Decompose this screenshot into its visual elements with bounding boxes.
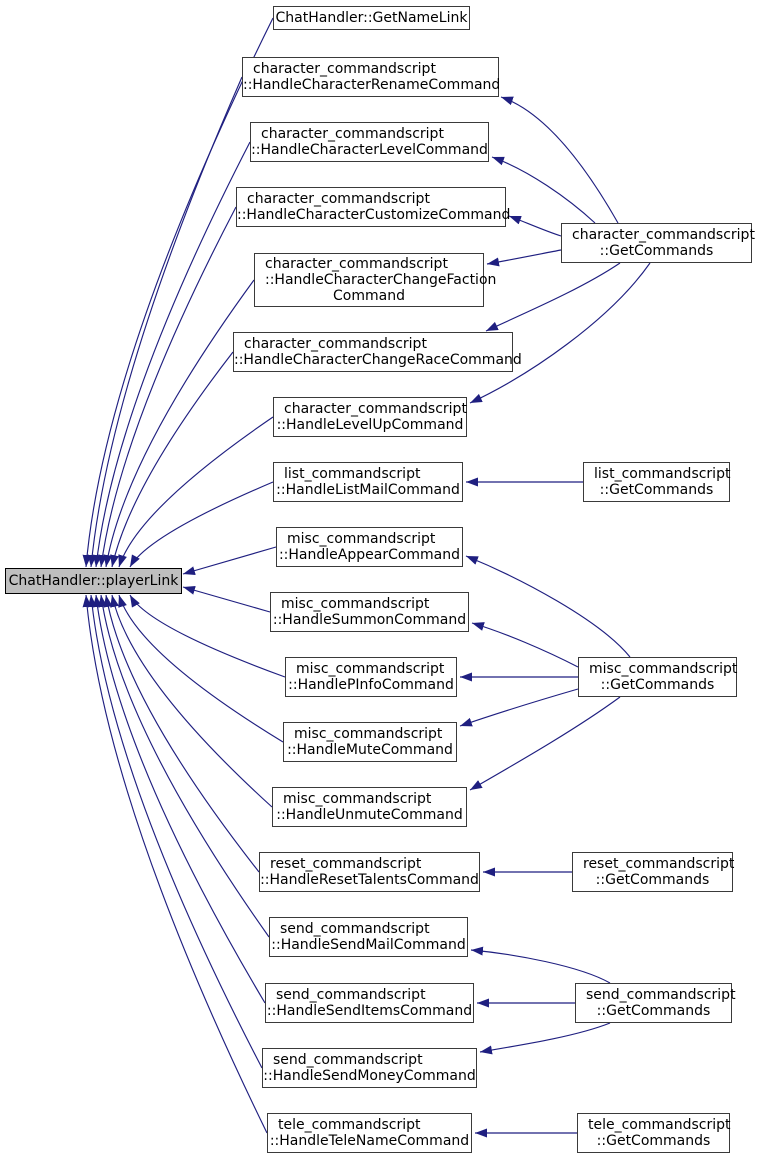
edge-misc_getcmds-to-appear: [466, 556, 630, 657]
edge-misc_getcmds-to-unmute: [470, 697, 620, 790]
node-label-line: ::HandleAppearCommand: [278, 547, 461, 563]
node-label-line: ChatHandler::playerLink: [8, 573, 179, 589]
node-label-line: misc_commandscript: [283, 791, 432, 807]
node-resettalents[interactable]: [259, 852, 480, 892]
node-label-line: ::GetCommands: [600, 677, 715, 693]
node-label-line: ::HandleCharacterCustomizeCommand: [237, 207, 511, 223]
edge-sendmoney-to-playerlink: [91, 595, 262, 1068]
node-label-line: ::HandleCharacterChangeFaction: [265, 272, 497, 288]
node-changerace[interactable]: [233, 332, 522, 372]
node-label-line: Command: [333, 288, 405, 304]
node-listmail[interactable]: [273, 462, 463, 502]
node-label-line: character_commandscript: [253, 61, 436, 77]
edge-send_getcmds-to-sendmoney: [480, 1023, 610, 1052]
edge-misc_getcmds-to-summon: [472, 623, 578, 667]
node-label-line: ::HandleCharacterLevelCommand: [251, 142, 488, 158]
node-label-line: tele_commandscript: [278, 1117, 421, 1133]
node-label-line: ::HandleLevelUpCommand: [276, 417, 464, 433]
node-summon[interactable]: [270, 592, 469, 632]
edge-char_getcmds-to-changefaction: [487, 250, 561, 264]
node-label-line: ::GetCommands: [596, 1003, 711, 1019]
node-label-line: ::HandleMuteCommand: [287, 742, 453, 758]
node-label-line: ::HandleSendMoneyCommand: [263, 1068, 476, 1084]
node-rename[interactable]: [242, 57, 499, 97]
node-tele_getcmds[interactable]: [577, 1113, 730, 1153]
node-label-line: ::HandleCharacterChangeRaceCommand: [234, 352, 522, 368]
node-reset_getcmds[interactable]: [572, 852, 733, 892]
node-label-line: ::HandleSendItemsCommand: [266, 1003, 473, 1019]
node-label-line: ::GetCommands: [596, 1133, 711, 1149]
node-label-line: send_commandscript: [276, 987, 426, 1003]
node-label-line: misc_commandscript: [287, 531, 436, 547]
node-label-line: send_commandscript: [273, 1052, 423, 1068]
edge-resettalents-to-playerlink: [106, 595, 259, 872]
node-char_getcmds[interactable]: [561, 223, 755, 263]
edge-appear-to-playerlink: [183, 547, 276, 574]
edge-char_getcmds-to-rename: [501, 97, 618, 223]
edge-level-to-playerlink: [96, 142, 250, 567]
node-label-line: send_commandscript: [280, 921, 430, 937]
node-list_getcmds[interactable]: [583, 462, 730, 502]
node-getnamelink[interactable]: [273, 6, 470, 30]
node-label-line: character_commandscript: [284, 401, 467, 417]
node-label-line: ::HandleSummonCommand: [272, 612, 467, 628]
node-label-line: tele_commandscript: [588, 1117, 731, 1133]
node-label-line: misc_commandscript: [589, 661, 738, 677]
node-label-line: list_commandscript: [594, 466, 731, 482]
node-label-line: ::HandleListMailCommand: [276, 482, 460, 498]
node-label-line: send_commandscript: [586, 987, 736, 1003]
node-label-line: character_commandscript: [244, 336, 427, 352]
node-sendmail[interactable]: [269, 917, 468, 957]
node-label-line: misc_commandscript: [294, 726, 443, 742]
node-label-line: misc_commandscript: [281, 596, 430, 612]
node-levelup[interactable]: [273, 397, 467, 437]
node-send_getcmds[interactable]: [575, 983, 736, 1023]
edge-char_getcmds-to-customize: [509, 216, 561, 236]
node-label-line: ChatHandler::GetNameLink: [275, 10, 468, 26]
node-label-line: character_commandscript: [247, 191, 430, 207]
node-label-line: ::HandleSendMailCommand: [271, 937, 466, 953]
node-changefaction[interactable]: [254, 253, 497, 307]
node-playerlink: [5, 568, 182, 594]
node-appear[interactable]: [276, 527, 463, 567]
node-label-line: character_commandscript: [572, 227, 755, 243]
edge-sendmail-to-playerlink: [101, 595, 269, 937]
node-label-line: list_commandscript: [284, 466, 421, 482]
edge-summon-to-playerlink: [183, 587, 270, 612]
node-label-line: reset_commandscript: [583, 856, 735, 872]
node-label-line: ::GetCommands: [599, 482, 714, 498]
node-sendmoney[interactable]: [262, 1048, 477, 1088]
node-misc_getcmds[interactable]: [578, 657, 737, 697]
node-label-line: character_commandscript: [261, 126, 444, 142]
node-label-line: misc_commandscript: [296, 661, 445, 677]
node-label-line: ::HandleTeleNameCommand: [269, 1133, 470, 1149]
node-mute[interactable]: [283, 722, 457, 762]
node-senditems[interactable]: [265, 983, 474, 1023]
node-label-line: ::HandleCharacterRenameCommand: [243, 77, 501, 93]
edge-pinfo-to-playerlink: [130, 595, 285, 677]
node-pinfo[interactable]: [285, 657, 457, 697]
node-label-line: reset_commandscript: [270, 856, 422, 872]
node-label-line: ::HandleResetTalentsCommand: [260, 872, 479, 888]
node-label-line: ::HandleUnmuteCommand: [276, 807, 463, 823]
node-customize[interactable]: [236, 187, 511, 227]
node-level[interactable]: [250, 122, 489, 162]
node-label-line: ::GetCommands: [599, 243, 714, 259]
node-label-line: ::HandlePInfoCommand: [288, 677, 454, 693]
edge-send_getcmds-to-sendmail: [471, 950, 610, 983]
node-label-line: character_commandscript: [265, 256, 448, 272]
edge-misc_getcmds-to-mute: [460, 689, 578, 726]
edge-char_getcmds-to-changerace: [486, 263, 620, 331]
node-telename[interactable]: [267, 1113, 472, 1153]
node-unmute[interactable]: [272, 787, 467, 827]
node-label-line: ::GetCommands: [595, 872, 710, 888]
edge-mute-to-playerlink: [119, 595, 283, 742]
